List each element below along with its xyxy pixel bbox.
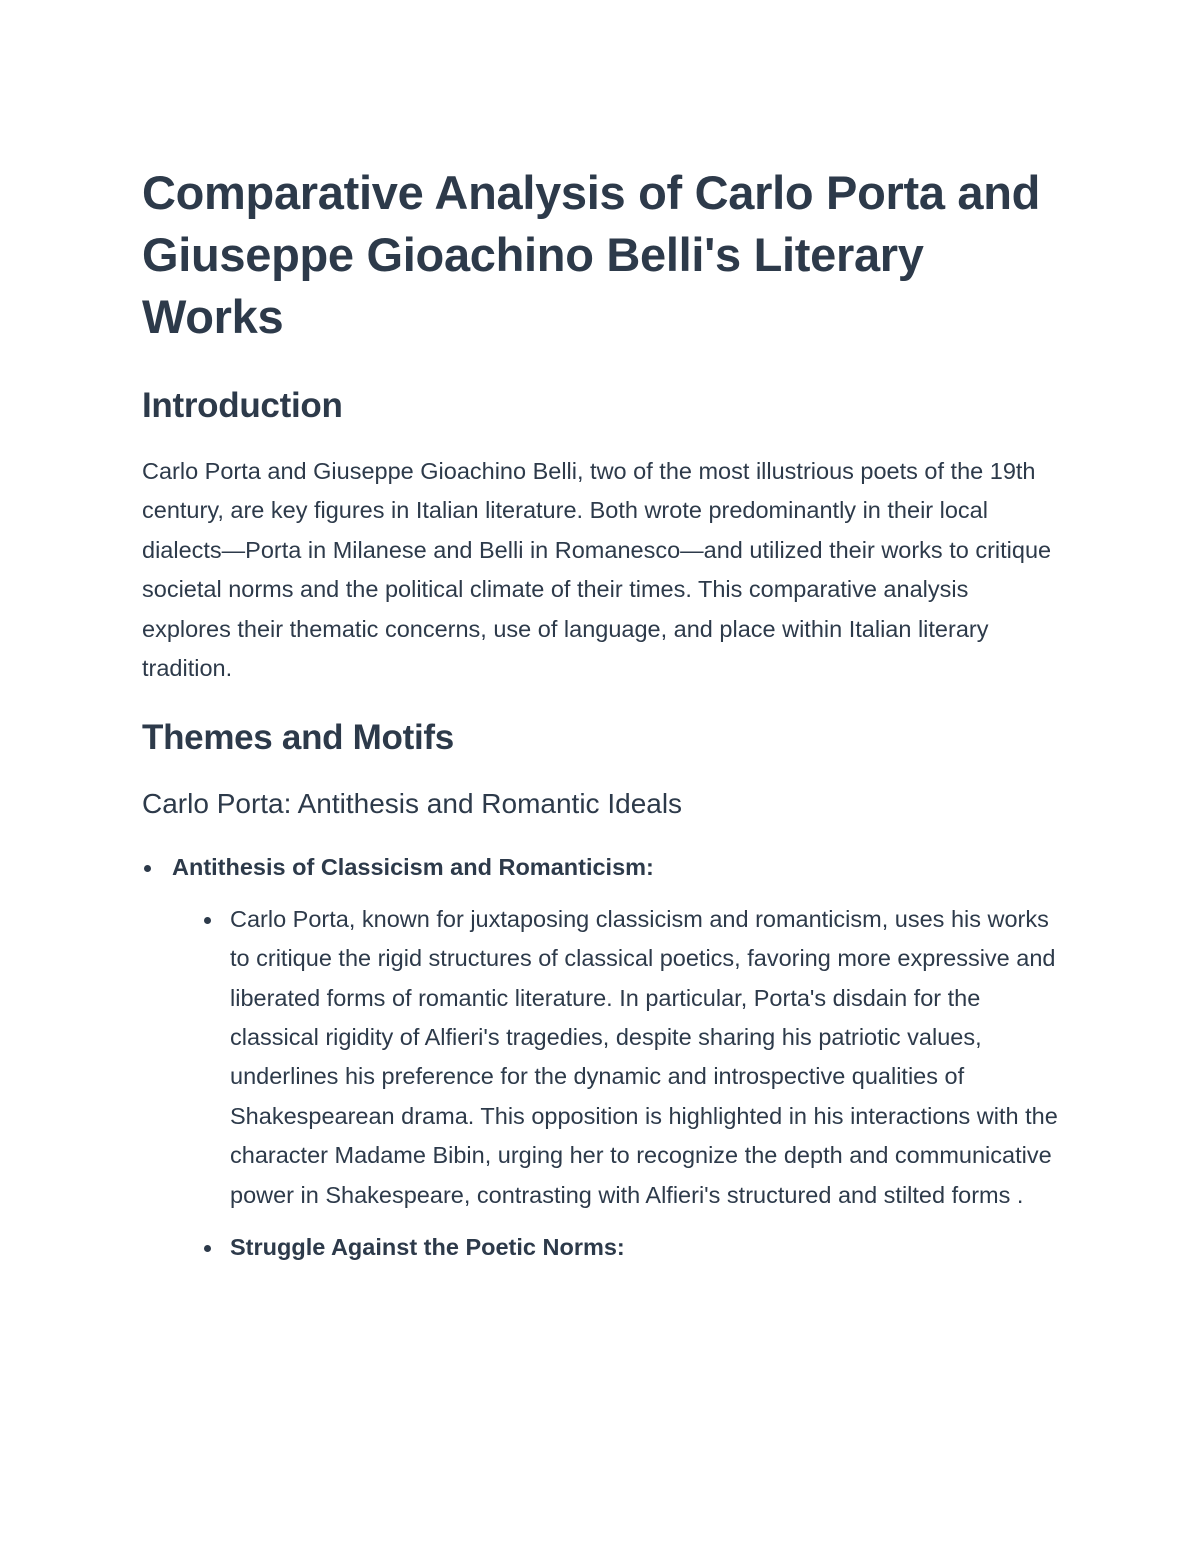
nested-list bbox=[172, 900, 1062, 1268]
bullet-icon bbox=[144, 865, 151, 872]
nested-list-item bbox=[172, 900, 1062, 1215]
list-item-label: Antithesis of Classicism and Romanticism: bbox=[172, 854, 654, 881]
introduction-heading: Introduction bbox=[142, 386, 343, 425]
document-title: Comparative Analysis of Carlo Porta and Giuseppe Gioachino Belli's Literary Works bbox=[142, 166, 1041, 343]
nested-list-item-text: Carlo Porta, known for juxtaposing classicism and romanticism, uses his works to critique the rigid structures of classical poetics, favoring more expressive and liberated forms of romantic literature. In particular, Porta's disdain for the classical rigidity of Alfieri's tragedies, despite sharing his patriotic values, underlines his preference for the dynamic and introspective qualities of Shakespearean drama. This opposition is highlighted in his interactions with the character Madame Bibin, urging her to recognize the depth and communicative power in Shakespeare, contrasting with Alfieri's structured and stilted forms . bbox=[230, 905, 1058, 1208]
bullet-icon bbox=[204, 1245, 211, 1252]
porta-subheading: Carlo Porta: Antithesis and Romantic Ideals bbox=[142, 788, 683, 820]
introduction-paragraph: Carlo Porta and Giuseppe Gioachino Belli, two of the most illustrious poets of the 19th century, are key figures in Italian literature. Both wrote predominantly in their local dialects—Porta in Milanese and Belli in Romanesco—and utilized their works to critique societal norms and the political climate of their times. This comparative analysis explores their thematic concerns, use of language, and place within Italian literary tradition. bbox=[142, 458, 1052, 682]
nested-list-item bbox=[172, 1228, 1062, 1267]
nested-list-item-text: Struggle Against the Poetic Norms: bbox=[230, 1234, 625, 1261]
themes-heading: Themes and Motifs bbox=[142, 718, 454, 758]
themes-list bbox=[142, 848, 1062, 1267]
list-item bbox=[142, 848, 1062, 1267]
document-page bbox=[142, 162, 1062, 1268]
bullet-icon bbox=[204, 917, 211, 924]
